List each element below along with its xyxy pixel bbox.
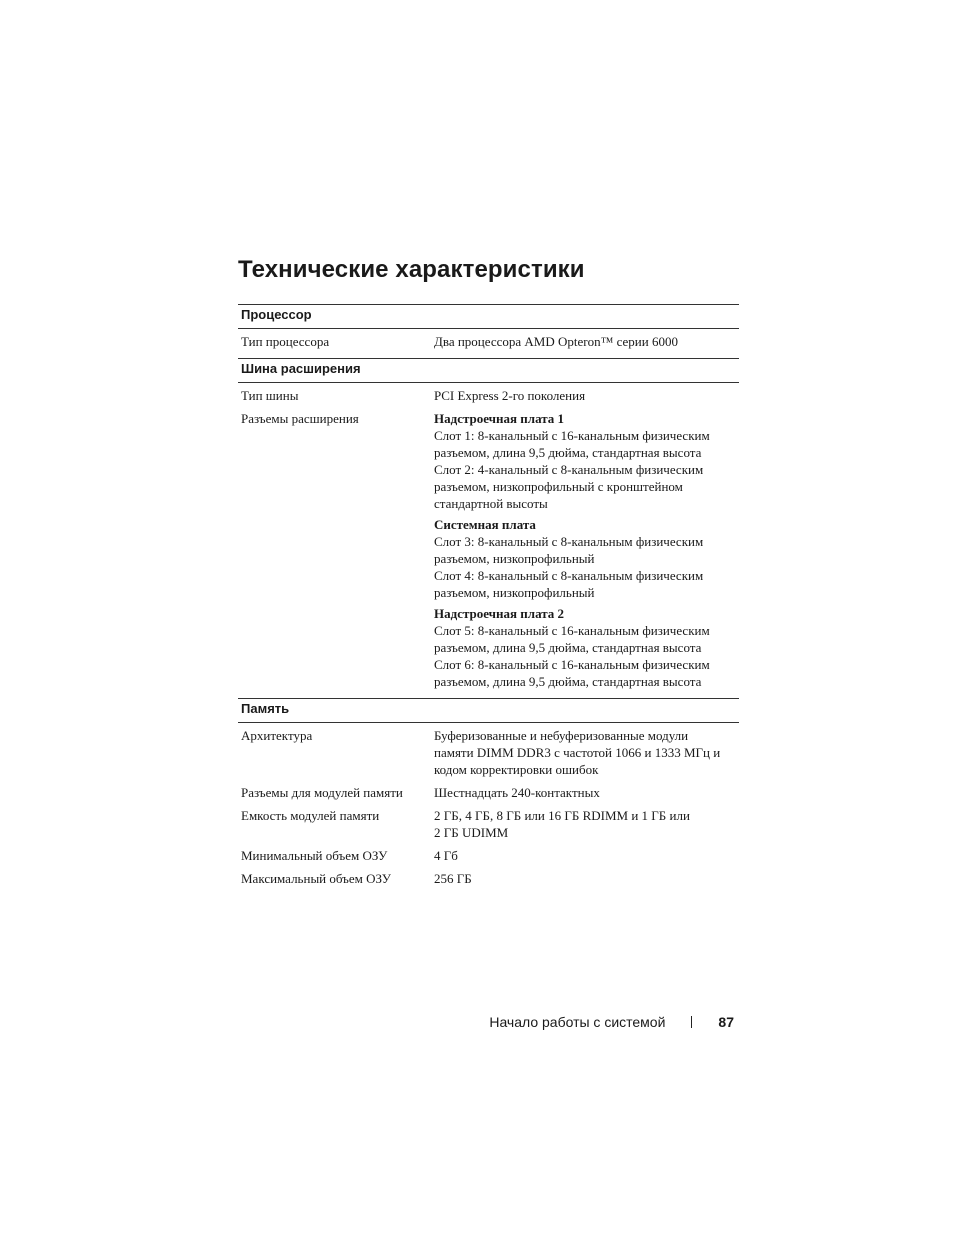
row-label: Максимальный объем ОЗУ: [241, 871, 391, 886]
section-header-expansion-bus: Шина расширения: [238, 358, 739, 383]
row-value: [434, 727, 739, 778]
footer-divider: [691, 1016, 692, 1028]
section-body-memory: [238, 723, 739, 895]
table-row: [238, 410, 739, 690]
text-line: Шестнадцать 240-контактных: [434, 785, 600, 800]
sub-heading: Надстроечная плата 2: [434, 606, 565, 621]
text-line: стандартной высоты: [434, 496, 548, 511]
text-line: разъемом, длина 9,5 дюйма, стандартная высота: [434, 640, 702, 655]
riser-2-block: [434, 605, 739, 690]
page-title: Технические характеристики: [238, 256, 585, 283]
text-line: разъемом, низкопрофильный: [434, 551, 595, 566]
row-value: [434, 410, 739, 690]
text-line: Буферизованные и небуферизованные модули: [434, 728, 689, 743]
spec-table: [238, 304, 739, 895]
text-line: 4 Гб: [434, 848, 458, 863]
row-label: Тип шины: [241, 388, 299, 403]
text-line: разъемом, низкопрофильный: [434, 585, 595, 600]
text-line: 2 ГБ, 4 ГБ, 8 ГБ или 16 ГБ RDIMM и 1 ГБ или: [434, 808, 690, 823]
text-line: Слот 2: 4-канальный с 8-канальным физическим: [434, 462, 704, 477]
text-line: Слот 3: 8-канальный с 8-канальным физическим: [434, 534, 704, 549]
section-header-memory: Память: [238, 698, 739, 723]
row-label: Емкость модулей памяти: [241, 808, 380, 823]
sub-heading: Системная плата: [434, 517, 536, 532]
footer-section-name: Начало работы с системой: [489, 1014, 666, 1030]
table-row: [238, 847, 739, 864]
row-value: Два процессора AMD Opteron™ серии 6000: [434, 334, 678, 349]
row-value: [434, 870, 739, 887]
row-label: Разъемы для модулей памяти: [241, 785, 403, 800]
table-row: [238, 333, 739, 350]
row-value: [434, 784, 739, 801]
section-body-processor: [238, 329, 739, 358]
section-header-processor: Процессор: [238, 304, 739, 329]
row-value: [434, 847, 739, 864]
text-line: разъемом, низкопрофильный с кронштейном: [434, 479, 683, 494]
text-line: памяти DIMM DDR3 с частотой 1066 и 1333 МГц и: [434, 745, 721, 760]
row-label: Разъемы расширения: [241, 411, 359, 426]
text-line: разъемом, длина 9,5 дюйма, стандартная высота: [434, 674, 702, 689]
system-board-block: [434, 516, 739, 601]
section-body-expansion-bus: [238, 383, 739, 698]
row-value: [434, 807, 739, 841]
text-line: Слот 4: 8-канальный с 8-канальным физическим: [434, 568, 704, 583]
text-line: разъемом, длина 9,5 дюйма, стандартная высота: [434, 445, 702, 460]
text-line: 2 ГБ UDIMM: [434, 825, 509, 840]
row-value: PCI Express 2-го поколения: [434, 388, 586, 403]
text-line: Слот 6: 8-канальный с 16-канальным физическим: [434, 657, 710, 672]
table-row: [238, 870, 739, 887]
table-row: [238, 727, 739, 778]
table-row: [238, 807, 739, 841]
text-line: 256 ГБ: [434, 871, 472, 886]
table-row: [238, 784, 739, 801]
row-label: Тип процессора: [241, 334, 330, 349]
text-line: Слот 5: 8-канальный с 16-канальным физическим: [434, 623, 710, 638]
table-row: [238, 387, 739, 404]
riser-1-block: [434, 410, 739, 512]
row-label: Архитектура: [241, 728, 313, 743]
row-label: Минимальный объем ОЗУ: [241, 848, 388, 863]
page-number: 87: [718, 1014, 734, 1030]
sub-heading: Надстроечная плата 1: [434, 411, 565, 426]
page-footer: [400, 1014, 734, 1030]
text-line: Слот 1: 8-канальный с 16-канальным физическим: [434, 428, 710, 443]
text-line: кодом корректировки ошибок: [434, 762, 599, 777]
